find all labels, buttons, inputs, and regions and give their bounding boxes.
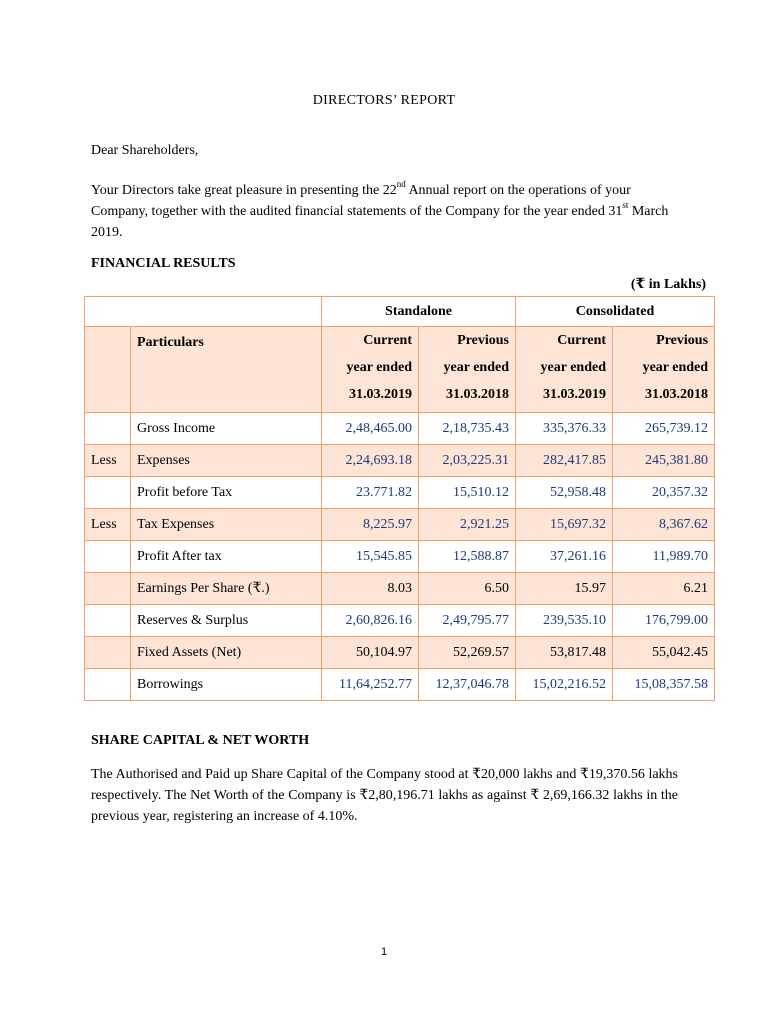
standalone-current-value: 2,48,465.00 xyxy=(322,413,419,445)
consolidated-previous-header xyxy=(613,327,715,413)
row-label: Tax Expenses xyxy=(131,509,322,541)
table-row xyxy=(85,637,715,669)
standalone-header: Standalone xyxy=(322,297,516,327)
standalone-current-value: 8,225.97 xyxy=(322,509,419,541)
row-prefix xyxy=(85,573,131,605)
standalone-current-value: 15,545.85 xyxy=(322,541,419,573)
consolidated-previous-value: 245,381.80 xyxy=(613,445,715,477)
share-capital-heading: SHARE CAPITAL & NET WORTH xyxy=(91,733,310,748)
consolidated-current-value: 239,535.10 xyxy=(516,605,613,637)
standalone-previous-value: 2,921.25 xyxy=(419,509,516,541)
row-label: Profit After tax xyxy=(131,541,322,573)
share-capital-paragraph: The Authorised and Paid up Share Capital of the Company stood at ₹20,000 lakhs and ₹19,370.56 lakhs respectively. The Net Worth of the Company is ₹2,80,196.71 lakhs as against ₹ 2,69,166.32 lakhs in the previous year, registering an increase of 4.10%. xyxy=(91,767,678,824)
table-row xyxy=(85,669,715,701)
consolidated-previous-value: 176,799.00 xyxy=(613,605,715,637)
row-prefix xyxy=(85,477,131,509)
empty-group-cell xyxy=(85,297,322,327)
unit-note: (₹ in Lakhs) xyxy=(630,277,706,292)
header-line: Current xyxy=(557,333,607,348)
consolidated-current-value: 53,817.48 xyxy=(516,637,613,669)
consolidated-previous-value: 55,042.45 xyxy=(613,637,715,669)
row-label: Borrowings xyxy=(131,669,322,701)
standalone-previous-value: 6.50 xyxy=(419,573,516,605)
consolidated-current-value: 37,261.16 xyxy=(516,541,613,573)
table-column-header xyxy=(85,327,715,413)
table-row xyxy=(85,605,715,637)
table-group-header xyxy=(85,297,715,327)
table-row xyxy=(85,445,715,477)
page-number: 1 xyxy=(380,946,388,958)
row-prefix xyxy=(85,637,131,669)
consolidated-previous-value: 15,08,357.58 xyxy=(613,669,715,701)
consolidated-previous-value: 265,739.12 xyxy=(613,413,715,445)
standalone-current-value: 2,24,693.18 xyxy=(322,445,419,477)
standalone-current-value: 11,64,252.77 xyxy=(322,669,419,701)
standalone-previous-value: 12,37,046.78 xyxy=(419,669,516,701)
header-line: 31.03.2018 xyxy=(446,387,510,402)
header-line: 31.03.2019 xyxy=(349,387,412,402)
table-row xyxy=(85,477,715,509)
standalone-current-value: 2,60,826.16 xyxy=(322,605,419,637)
consolidated-current-value: 15,02,216.52 xyxy=(516,669,613,701)
intro-paragraph xyxy=(91,180,691,243)
standalone-current-value: 8.03 xyxy=(322,573,419,605)
row-prefix: Less xyxy=(85,445,131,477)
consolidated-header: Consolidated xyxy=(516,297,715,327)
standalone-current-value: 23.771.82 xyxy=(322,477,419,509)
intro-sup-1: nd xyxy=(396,179,406,190)
row-label: Profit before Tax xyxy=(131,477,322,509)
consolidated-previous-value: 11,989.70 xyxy=(613,541,715,573)
standalone-previous-value: 2,49,795.77 xyxy=(419,605,516,637)
standalone-previous-value: 2,03,225.31 xyxy=(419,445,516,477)
standalone-previous-value: 12,588.87 xyxy=(419,541,516,573)
row-label: Reserves & Surplus xyxy=(131,605,322,637)
table-row xyxy=(85,541,715,573)
consolidated-current-header xyxy=(516,327,613,413)
header-line: Previous xyxy=(656,333,709,348)
header-line: 31.03.2018 xyxy=(645,387,709,402)
consolidated-current-value: 282,417.85 xyxy=(516,445,613,477)
consolidated-previous-value: 20,357.32 xyxy=(613,477,715,509)
report-title: DIRECTORS’ REPORT xyxy=(312,93,456,108)
row-prefix xyxy=(85,605,131,637)
standalone-current-header xyxy=(322,327,419,413)
financial-results-table xyxy=(84,296,715,701)
prefix-header-cell xyxy=(85,327,131,413)
row-prefix: Less xyxy=(85,509,131,541)
row-prefix xyxy=(85,541,131,573)
row-prefix xyxy=(85,669,131,701)
intro-sup-2: st xyxy=(622,200,629,211)
row-label: Expenses xyxy=(131,445,322,477)
intro-text-3: March 2019. xyxy=(91,204,669,240)
salutation: Dear Shareholders, xyxy=(91,143,199,158)
consolidated-current-value: 52,958.48 xyxy=(516,477,613,509)
header-line: Current xyxy=(363,333,412,348)
consolidated-previous-value: 8,367.62 xyxy=(613,509,715,541)
intro-text-2: Annual report on the operations of your Company, together with the audited financial statements of the Company for the year ended 31 xyxy=(91,183,631,219)
header-line: year ended xyxy=(642,360,709,375)
header-line: year ended xyxy=(346,360,412,375)
table-row xyxy=(85,413,715,445)
row-label: Gross Income xyxy=(131,413,322,445)
standalone-previous-header xyxy=(419,327,516,413)
row-prefix xyxy=(85,413,131,445)
standalone-previous-value: 15,510.12 xyxy=(419,477,516,509)
header-line: 31.03.2019 xyxy=(543,387,607,402)
standalone-previous-value: 2,18,735.43 xyxy=(419,413,516,445)
consolidated-current-value: 15.97 xyxy=(516,573,613,605)
row-label: Earnings Per Share (₹.) xyxy=(131,573,322,605)
standalone-current-value: 50,104.97 xyxy=(322,637,419,669)
financial-results-heading: FINANCIAL RESULTS xyxy=(91,256,236,271)
header-line: year ended xyxy=(540,360,607,375)
particulars-header: Particulars xyxy=(131,327,322,413)
header-line: year ended xyxy=(443,360,510,375)
consolidated-current-value: 15,697.32 xyxy=(516,509,613,541)
table-row xyxy=(85,509,715,541)
table-row xyxy=(85,573,715,605)
standalone-previous-value: 52,269.57 xyxy=(419,637,516,669)
row-label: Fixed Assets (Net) xyxy=(131,637,322,669)
consolidated-current-value: 335,376.33 xyxy=(516,413,613,445)
intro-text-1: Your Directors take great pleasure in presenting the 22 xyxy=(91,183,397,198)
header-line: Previous xyxy=(457,333,510,348)
consolidated-previous-value: 6.21 xyxy=(613,573,715,605)
